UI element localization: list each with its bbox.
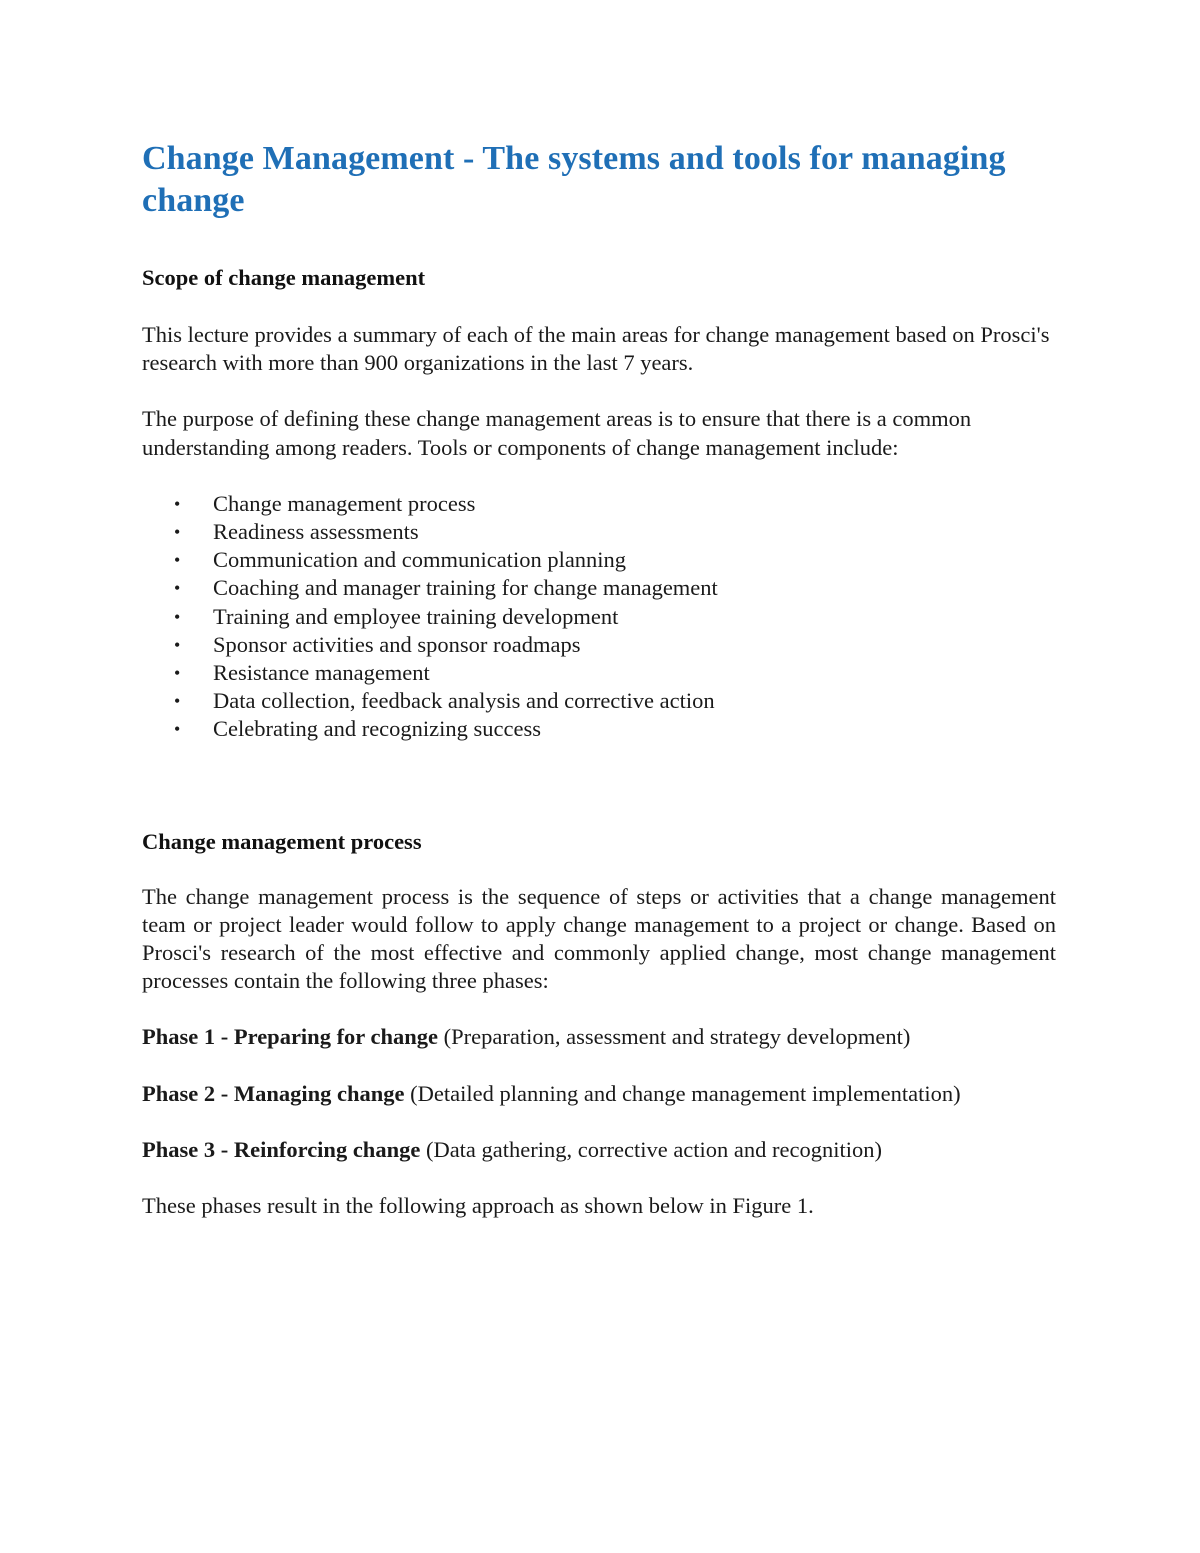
process-description-paragraph: The change management process is the sequence of steps or activities that a change management team or project leader would follow to apply change management to a project or change. Based on Prosci's research of the most effective and commonly applied change, most change management processes contain the following three phases: [142,883,1056,994]
bullet-icon: • [174,522,181,543]
list-item-text: Sponsor activities and sponsor roadmaps [213,631,581,657]
list-item [142,490,1056,518]
list-item-text: Communication and communication planning [213,547,627,573]
list-item [142,631,1056,659]
scope-intro-paragraph: This lecture provides a summary of each of the main areas for change management based on Prosci's research with more than 900 organizations in the last 7 years. [142,322,1050,376]
list-item [142,659,1056,687]
phase-3-detail: (Data gathering, corrective action and recognition) [425,1136,882,1162]
scope-purpose-paragraph: The purpose of defining these change management areas is to ensure that there is a common understanding among readers. Tools or components of change management include: [142,406,972,460]
components-list [142,490,1056,744]
list-item-text: Data collection, feedback analysis and corrective action [213,688,715,714]
bullet-icon: • [174,634,181,655]
process-heading: Change management process [142,828,422,854]
bullet-icon: • [174,663,181,684]
section-spacer [142,744,1056,828]
bullet-icon: • [174,719,181,740]
bullet-icon: • [174,550,181,571]
list-item [142,574,1056,602]
list-item [142,687,1056,715]
phase-2-detail: (Detailed planning and change management implementation) [410,1080,961,1106]
list-item [142,518,1056,546]
list-item-text: Change management process [213,490,476,516]
list-item-text: Celebrating and recognizing success [213,716,542,742]
bullet-icon: • [174,578,181,599]
bullet-icon: • [174,606,181,627]
phase-2-label: Phase 2 - Managing change [142,1080,405,1106]
list-item-text: Resistance management [213,660,430,686]
list-item [142,546,1056,574]
phase-2-paragraph [142,1080,1056,1108]
bullet-icon: • [174,691,181,712]
phase-1-paragraph [142,1023,1056,1051]
list-item-text: Coaching and manager training for change management [213,575,718,601]
list-item [142,715,1056,743]
document-title: Change Management - The systems and tools for managing change [142,140,1006,219]
closing-paragraph: These phases result in the following approach as shown below in Figure 1. [142,1193,814,1219]
phase-1-label: Phase 1 - Preparing for change [142,1024,439,1050]
phase-1-detail: (Preparation, assessment and strategy development) [443,1024,911,1050]
list-item [142,603,1056,631]
list-item-text: Training and employee training development [213,603,619,629]
phase-3-paragraph [142,1136,1056,1164]
phase-3-label: Phase 3 - Reinforcing change [142,1136,421,1162]
document-page [142,138,1056,1220]
scope-heading: Scope of change management [142,265,426,290]
bullet-icon: • [174,493,181,514]
list-item-text: Readiness assessments [213,519,419,545]
